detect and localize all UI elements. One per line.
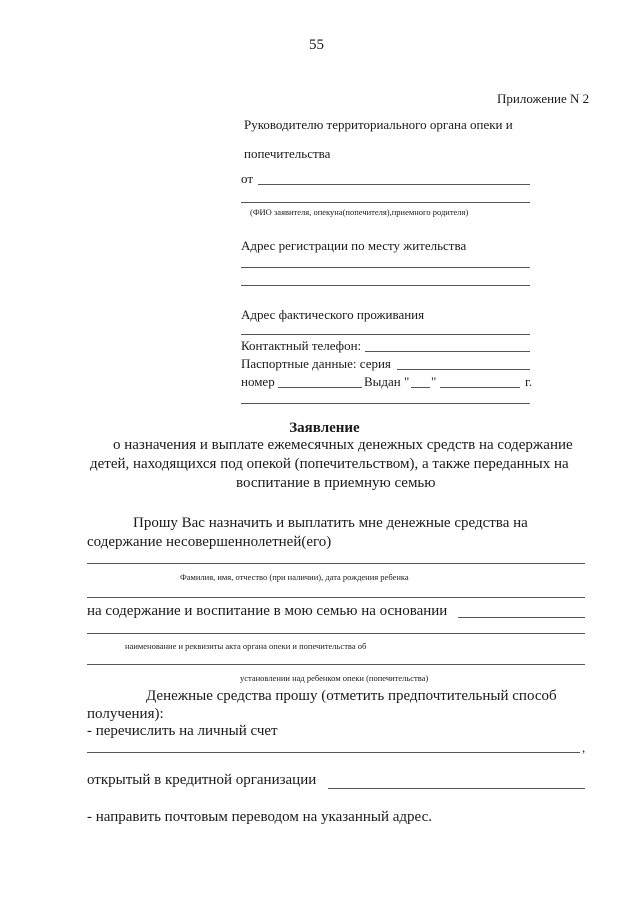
year-label: г.: [525, 374, 533, 389]
child-field[interactable]: [87, 563, 585, 564]
act-caption-2: установлении над ребенком опеки (попечительства): [240, 673, 429, 683]
addressee-line2: попечительства: [244, 146, 331, 161]
account-comma: ,: [582, 740, 586, 755]
from-label: от: [241, 171, 254, 186]
act-caption-1: наименование и реквизиты акта органа опеки и попечительства об: [125, 641, 367, 651]
child-caption: Фамилия, имя, отчество (при наличии), дата рождения ребенка: [180, 572, 409, 582]
payment-line2: получения):: [87, 706, 164, 722]
title-line3: воспитание в приемную семью: [236, 475, 436, 491]
bank-field[interactable]: [328, 788, 585, 789]
number-label: номер: [241, 374, 275, 389]
addressee-line1: Руководителю территориального органа опеки и: [244, 117, 513, 132]
actual-address-field[interactable]: [241, 334, 530, 335]
issued-label: Выдан ": [364, 374, 410, 389]
basis-label: на содержание и воспитание в мою семью на основании: [87, 603, 448, 619]
basis-field[interactable]: [458, 617, 585, 618]
option-postal: - направить почтовым переводом на указанный адрес.: [87, 809, 432, 825]
title-line1: о назначения и выплате ежемесячных денежных средств на содержание: [113, 437, 573, 453]
reg-address-field-2[interactable]: [241, 285, 530, 286]
bank-label: открытый в кредитной организации: [87, 772, 317, 788]
from-field-2[interactable]: [241, 202, 530, 203]
passport-series-field[interactable]: [397, 369, 530, 370]
page-number: 55: [309, 37, 324, 53]
actual-address-label: Адрес фактического проживания: [241, 307, 425, 322]
request-line1: Прошу Вас назначить и выплатить мне денежные средства на: [133, 515, 528, 531]
basis-field-2[interactable]: [87, 633, 585, 634]
child-field-2[interactable]: [87, 597, 585, 598]
payment-line1: Денежные средства прошу (отметить предпочтительный способ: [146, 688, 557, 704]
from-field[interactable]: [258, 184, 530, 185]
account-field[interactable]: [87, 752, 580, 753]
issued-day-field[interactable]: [411, 387, 430, 388]
document-heading: Заявление: [289, 420, 360, 436]
title-line2: детей, находящихся под опекой (попечительством), а также переданных на: [90, 456, 569, 472]
phone-label: Контактный телефон:: [241, 338, 362, 353]
option-account: - перечислить на личный счет: [87, 723, 278, 739]
passport-label: Паспортные данные: серия: [241, 356, 391, 371]
from-caption: (ФИО заявителя, опекуна(попечителя),приемного родителя): [250, 207, 469, 217]
issued-quote: ": [431, 374, 437, 389]
passport-number-field[interactable]: [278, 387, 362, 388]
phone-field[interactable]: [365, 351, 530, 352]
issued-date-field[interactable]: [440, 387, 520, 388]
request-line2: содержание несовершеннолетней(его): [87, 534, 332, 550]
appendix-label: Приложение N 2: [497, 91, 590, 106]
issued-by-field[interactable]: [241, 403, 530, 404]
reg-address-label: Адрес регистрации по месту жительства: [241, 238, 467, 253]
act-field[interactable]: [87, 664, 585, 665]
reg-address-field-1[interactable]: [241, 267, 530, 268]
